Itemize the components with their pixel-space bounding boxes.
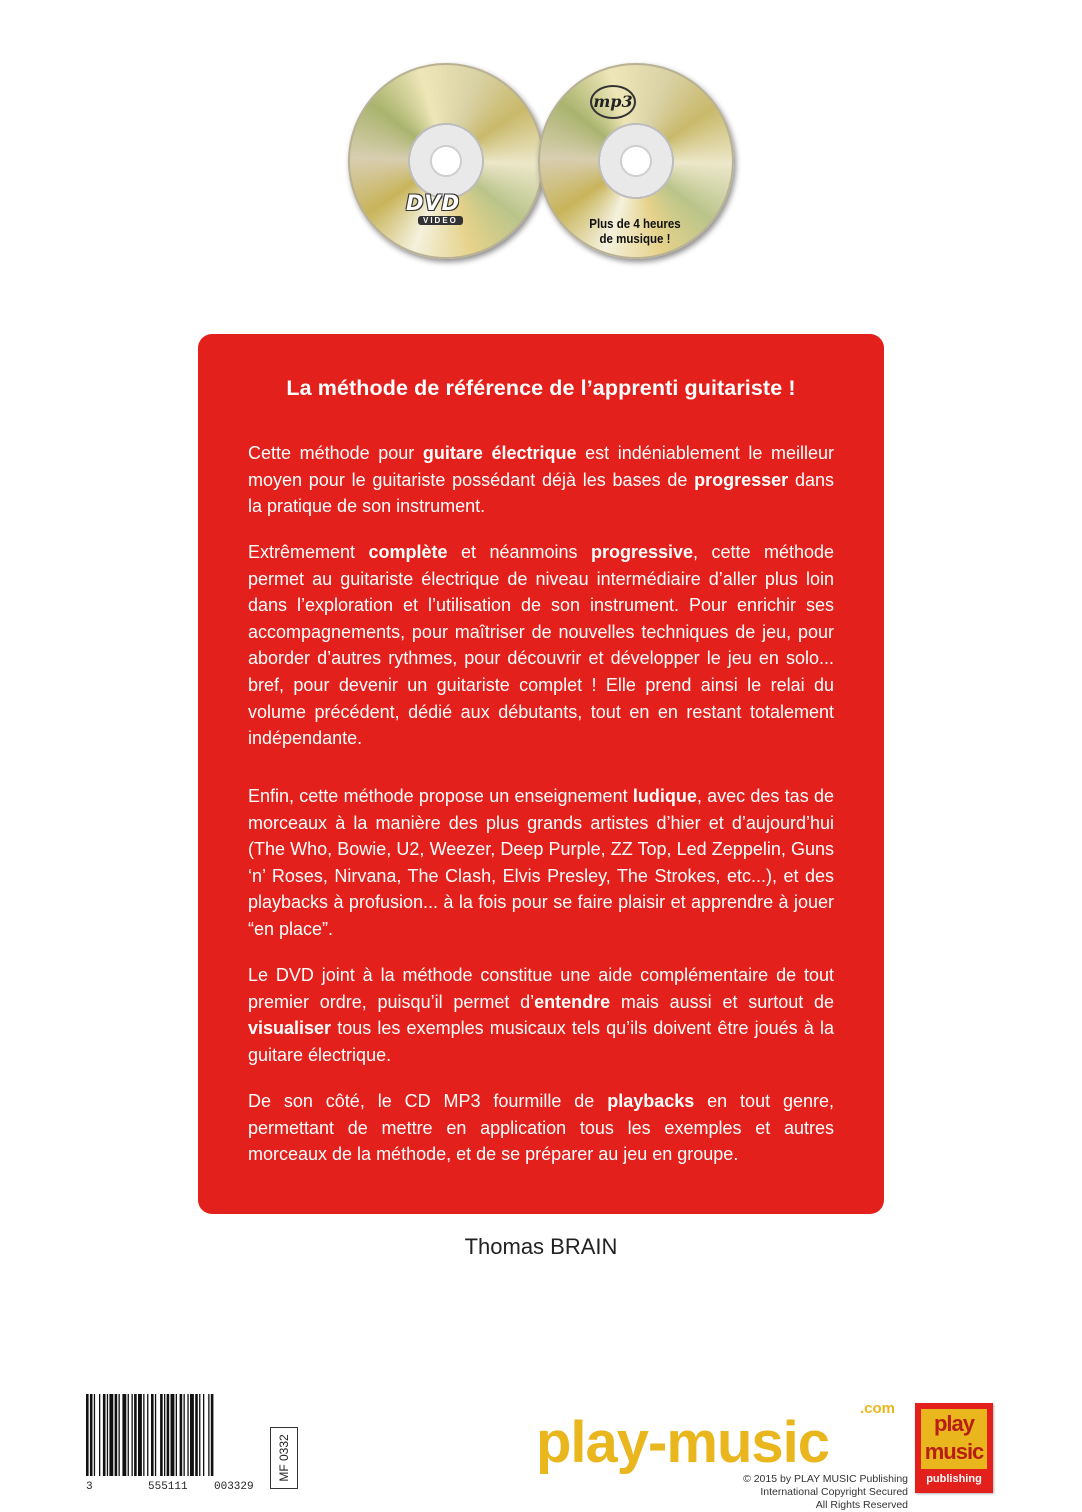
bold-run: guitare électrique <box>422 443 577 463</box>
bold-run: entendre <box>534 991 611 1012</box>
copyright-line-3: All Rights Reserved <box>815 1499 908 1511</box>
publisher-logo-box <box>921 1409 987 1469</box>
panel-heading: La méthode de référence de l’apprenti guitariste ! <box>286 376 796 400</box>
text-run: De son côté, le CD MP3 fourmille de <box>248 1091 608 1111</box>
text-run: tous les exemples musicaux tels qu’ils doivent être joués à la guitare électrique. <box>248 1018 834 1065</box>
mp3-disc-image <box>538 63 734 259</box>
bold-run: progressive <box>590 542 694 562</box>
text-run: Le DVD joint à la méthode constitue une aide complémentaire de tout premier ordre, puisqu’il permet d’ <box>248 965 834 1012</box>
paragraph-1 <box>248 440 834 520</box>
text-run: Enfin, cette méthode propose un enseignement <box>248 786 633 806</box>
text-run: Extrêmement <box>248 542 369 562</box>
bold-run: complète <box>368 542 448 562</box>
paragraph-4 <box>248 962 834 1068</box>
mp3-logo: mp3 <box>590 85 636 119</box>
dvd-disc-image <box>348 63 544 259</box>
publisher-wordmark: play-music <box>536 1410 829 1475</box>
bold-run: progresser <box>694 469 789 490</box>
mp3-disc-caption <box>573 217 696 247</box>
paragraph-3 <box>248 783 834 943</box>
barcode-image <box>84 1394 264 1476</box>
bold-run: playbacks <box>607 1091 695 1111</box>
publisher-logo <box>915 1403 993 1493</box>
text-run: en tout genre, permettant de mettre en application tous les exemples et autres morceaux de la méthode, et de se préparer au jeu en groupe. <box>248 1091 835 1165</box>
dvd-logo: DVD <box>406 191 461 215</box>
publisher-logo-play: play <box>933 1411 975 1436</box>
text-run: , cette méthode permet au guitariste électrique de niveau intermédiaire d’aller plus loin dans l’exploration et l’utilisation de son instrument. Pour enrichir ses accompagnements, pour maîtriser de nouvelles techniques de jeu, pour aborder d’autres rythmes, pour découvrir et développer le jeu en solo... bref, pour devenir un guitariste complet ! Elle prend ainsi le relai du volume précédent, dédié aux débutants, tout en en restant totalement indépendante. <box>248 542 835 749</box>
catalog-code-box <box>270 1427 298 1489</box>
barcode-digits <box>84 1481 274 1497</box>
copyright-line-1: © 2015 by PLAY MUSIC Publishing <box>743 1473 908 1485</box>
text-run: dans la pratique de son instrument. <box>248 469 834 517</box>
barcode-digit-group: 3 <box>86 1481 93 1493</box>
bold-run: ludique <box>632 786 697 806</box>
text-run: et néanmoins <box>447 542 591 562</box>
publisher-logo-music: music <box>924 1439 984 1464</box>
barcode-digit-group: 555111 <box>148 1481 188 1493</box>
mp3-caption-line-2: de musique ! <box>599 232 671 246</box>
text-run: , avec des tas de morceaux à la manière des plus grands artistes d’hier et d’aujourd’hui (The Who, Bowie, U2, Weezer, Deep Purple, ZZ Top, Led Zeppelin, Guns ‘n’ Roses, Nirvana, The Clash, Elvis Presley, The Strokes, etc...), et des playbacks à profusion... à la fois pour se faire plaisir et apprendre à jouer “en place”. <box>248 786 834 939</box>
text-run: Cette méthode pour <box>248 443 423 463</box>
barcode-digit-group: 003329 <box>214 1481 254 1493</box>
mp3-caption-line-1: Plus de 4 heures <box>589 217 681 231</box>
description-panel <box>198 334 884 1214</box>
author-name: Thomas BRAIN <box>464 1234 618 1259</box>
publisher-logo-publishing: publishing <box>926 1473 982 1485</box>
copyright-line-2: International Copyright Secured <box>760 1486 908 1498</box>
catalog-code: MF 0332 <box>277 1434 291 1482</box>
publisher-dotcom: .com <box>860 1400 896 1417</box>
dvd-video-label: VIDEO <box>418 216 463 225</box>
text-run: mais aussi et surtout de <box>610 991 835 1012</box>
bold-run: visualiser <box>248 1018 332 1039</box>
text-run: est indéniablement le meilleur moyen pour le guitariste possédant déjà les bases de <box>248 443 834 490</box>
paragraph-5 <box>248 1088 834 1168</box>
paragraph-2 <box>248 539 834 752</box>
